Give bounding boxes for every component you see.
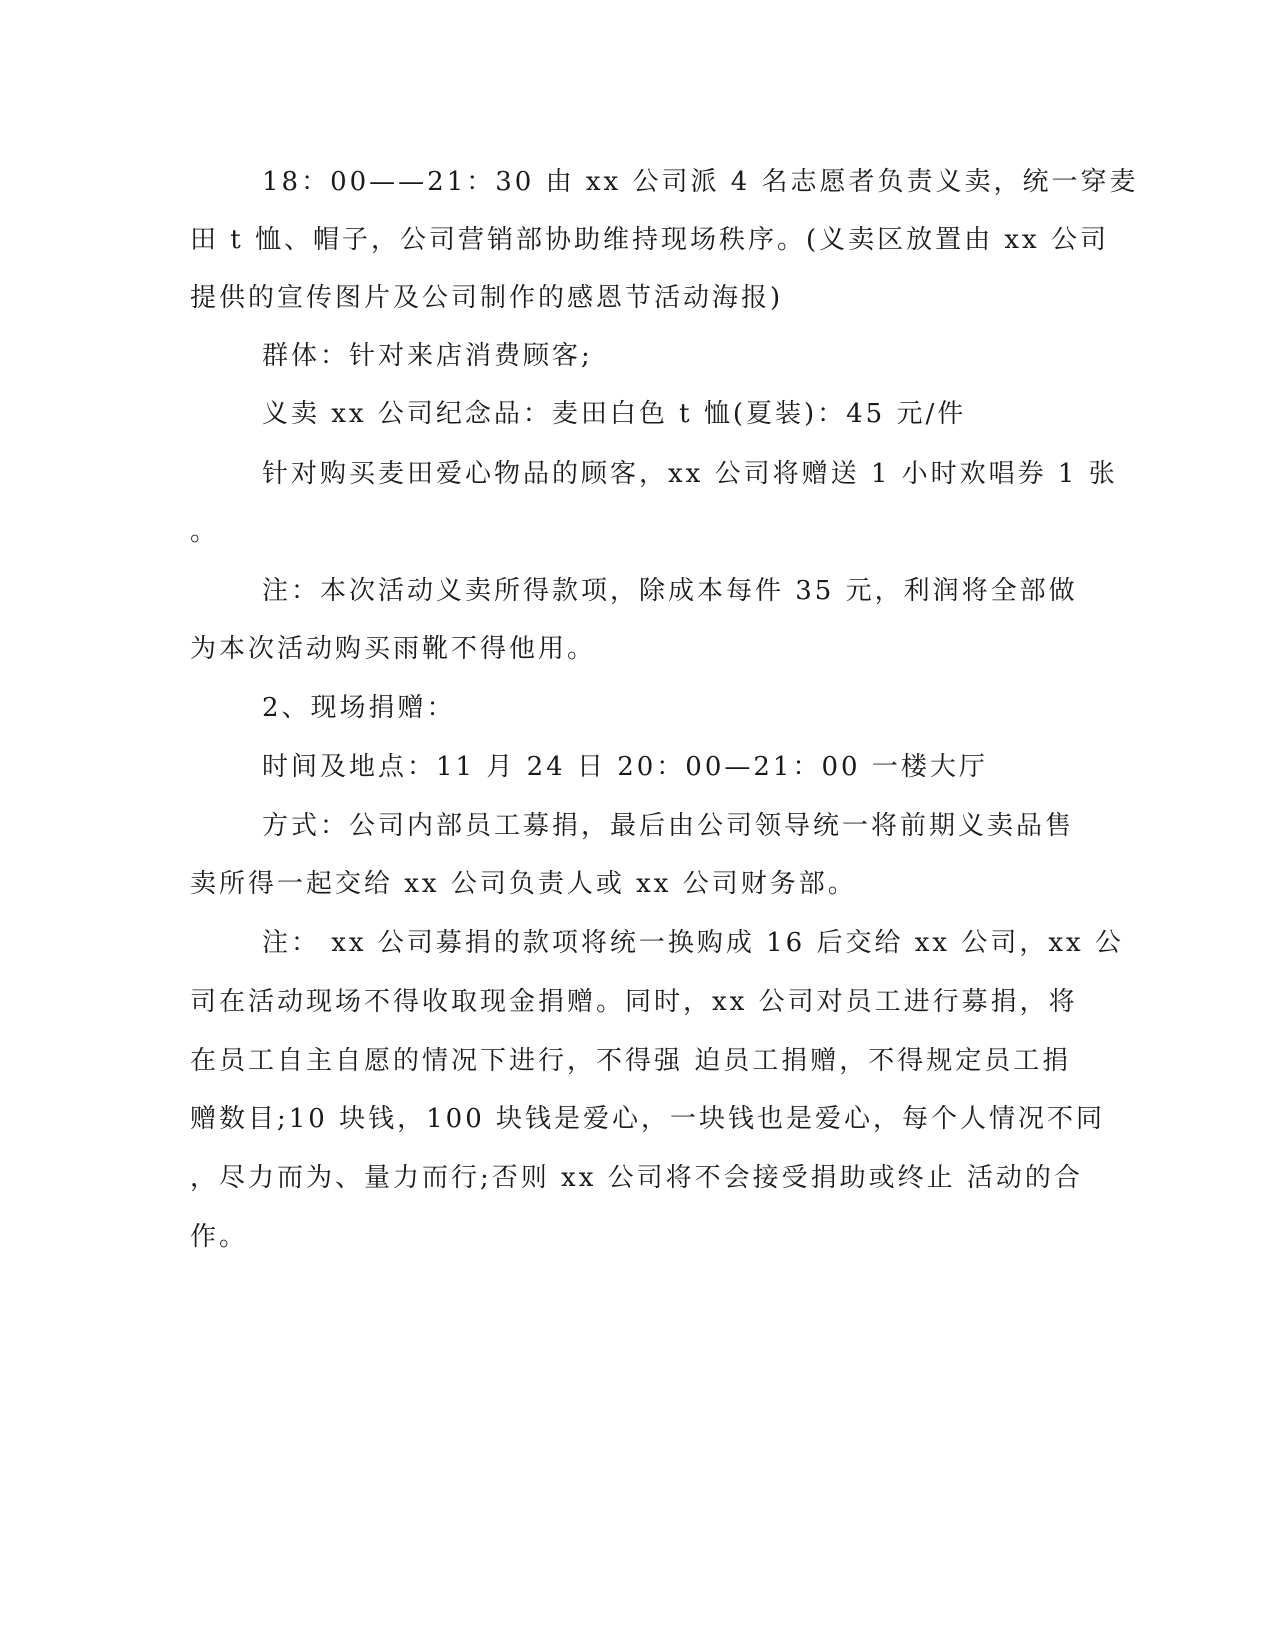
paragraph-line: 赠数目;10 块钱，100 块钱是爱心，一块钱也是爱心，每个人情况不同: [190, 1104, 1105, 1134]
paragraph-line: 时间及地点：11 月 24 日 20：00—21：00 一楼大厅: [262, 752, 988, 782]
paragraph-line: 方式：公司内部员工募捐，最后由公司领导统一将前期义卖品售: [262, 811, 1075, 841]
paragraph-line: 义卖 xx 公司纪念品：麦田白色 t 恤(夏装)：45 元/件: [262, 399, 967, 429]
paragraph-line: ，尽力而为、量力而行;否则 xx 公司将不会接受捐助或终止 活动的合: [190, 1163, 1083, 1193]
paragraph-line: 司在活动现场不得收取现金捐赠。同时，xx 公司对员工进行募捐，将: [190, 987, 1078, 1017]
paragraph-line: 田 t 恤、帽子，公司营销部协助维持现场秩序。(义卖区放置由 xx 公司: [190, 225, 1109, 255]
paragraph-line: 在员工自主自愿的情况下进行，不得强 迫员工捐赠，不得规定员工捐: [190, 1046, 1072, 1076]
paragraph-line: 为本次活动购买雨靴不得他用。: [190, 634, 597, 664]
section-heading: 2、现场捐赠：: [262, 693, 456, 723]
paragraph-line: 卖所得一起交给 xx 公司负责人或 xx 公司财务部。: [190, 869, 857, 899]
paragraph-line: 18：00——21：30 由 xx 公司派 4 名志愿者负责义卖，统一穿麦: [262, 167, 1139, 197]
paragraph-line: 注：本次活动义卖所得款项，除成本每件 35 元，利润将全部做: [262, 576, 1078, 606]
paragraph-line: 注： xx 公司募捐的款项将统一换购成 16 后交给 xx 公司，xx 公: [262, 928, 1124, 958]
paragraph-line: 针对购买麦田爱心物品的顾客，xx 公司将赠送 1 小时欢唱券 1 张: [262, 459, 1118, 489]
paragraph-line: 群体：针对来店消费顾客;: [262, 341, 593, 371]
paragraph-line: 作。: [190, 1222, 249, 1252]
paragraph-line: 提供的宣传图片及公司制作的感恩节活动海报): [190, 283, 784, 313]
paragraph-line: 。: [190, 517, 220, 547]
